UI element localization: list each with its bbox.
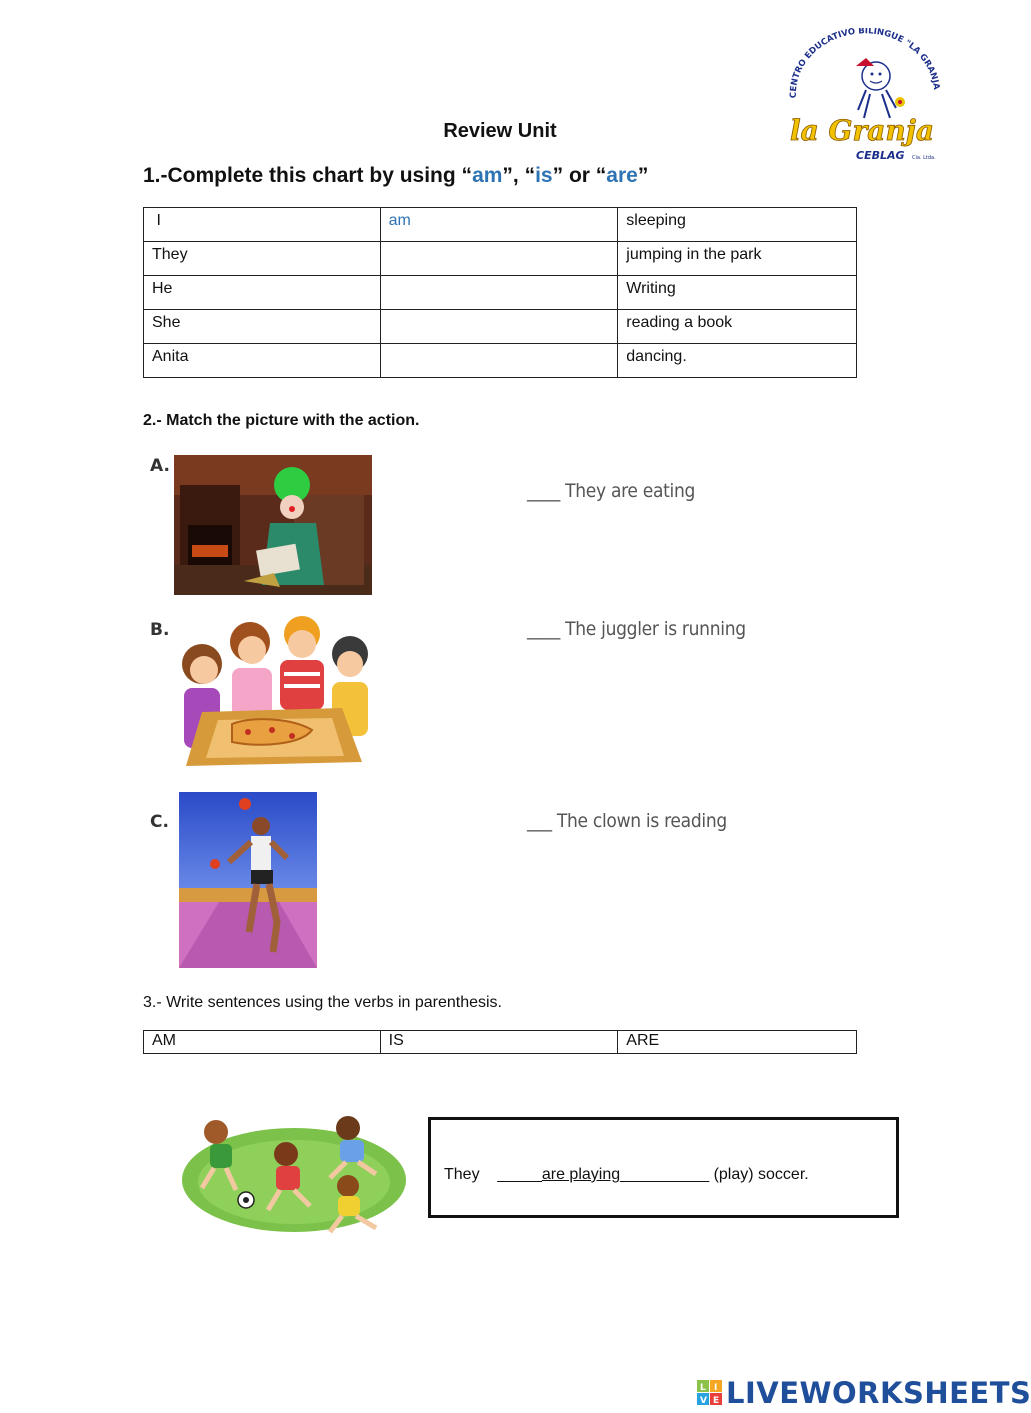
table-row (144, 1031, 857, 1054)
subject-cell: I (144, 208, 381, 242)
match-sentence-b[interactable]: ____ The juggler is running (527, 618, 746, 640)
subject-cell: He (144, 276, 381, 310)
liveworksheets-wordmark: LIVEWORKSHEETS (726, 1376, 1031, 1410)
verb-columns-table (143, 1030, 857, 1054)
svg-text:la Granja: la Granja (790, 114, 934, 147)
juggler-running-picture (179, 792, 317, 968)
svg-text:CENTRO EDUCATIVO BILINGUE "LA: CENTRO EDUCATIVO BILINGUE "LA GRANJA (788, 28, 942, 99)
subject-cell: She (144, 310, 381, 344)
action-cell: Writing (618, 276, 857, 310)
svg-text:CEBLAG: CEBLAG (856, 149, 905, 162)
table-row (144, 208, 857, 242)
verb-answer-cell[interactable] (380, 276, 618, 310)
table-row (144, 310, 857, 344)
kids-playing-soccer-picture (180, 1108, 408, 1236)
svg-text:V: V (700, 1396, 707, 1406)
item-letter-a: A. (150, 456, 170, 476)
children-eating-pizza-picture (172, 612, 378, 772)
verb-answer-cell[interactable] (380, 242, 618, 276)
liveworksheets-badge-icon (697, 1380, 723, 1406)
subject-cell: Anita (144, 344, 381, 378)
am-highlight: am (472, 164, 503, 187)
question-3-heading: 3.- Write sentences using the verbs in parenthesis. (143, 994, 502, 1011)
question-1-heading: 1.-Complete this chart by using “am”, “is” or “are” (143, 164, 649, 187)
verb-answer-cell[interactable]: am (380, 208, 618, 242)
subject-cell: They (144, 242, 381, 276)
action-cell: dancing. (618, 344, 857, 378)
svg-text:L: L (700, 1383, 706, 1393)
svg-text:Cia. Ltda.: Cia. Ltda. (912, 155, 936, 161)
example-answer[interactable]: are playing (541, 1166, 621, 1183)
table-row (144, 344, 857, 378)
school-logo (784, 28, 944, 168)
match-sentence-a[interactable]: ____ They are eating (527, 480, 696, 502)
item-letter-c: C. (150, 812, 169, 832)
svg-text:E: E (713, 1396, 720, 1406)
example-sentence-box (428, 1117, 899, 1218)
liveworksheets-logo (697, 1376, 1031, 1410)
verb-answer-cell[interactable] (380, 344, 618, 378)
column-am: AM (144, 1031, 381, 1054)
clown-reading-picture (174, 455, 372, 595)
are-highlight: are (606, 164, 638, 187)
table-row (144, 242, 857, 276)
page-title: Review Unit (443, 120, 557, 142)
example-sentence: They _____are playing__________ (play) soccer. (444, 1166, 809, 1183)
column-are: ARE (618, 1031, 857, 1054)
action-cell: jumping in the park (618, 242, 857, 276)
verb-answer-cell[interactable] (380, 310, 618, 344)
action-cell: reading a book (618, 310, 857, 344)
is-highlight: is (535, 164, 553, 187)
item-letter-b: B. (150, 620, 170, 640)
svg-text:I: I (714, 1383, 718, 1393)
action-cell: sleeping (618, 208, 857, 242)
table-row (144, 276, 857, 310)
match-sentence-c[interactable]: ___ The clown is reading (527, 810, 727, 832)
question-2-heading: 2.- Match the picture with the action. (143, 412, 420, 429)
column-is: IS (380, 1031, 618, 1054)
verb-chart-table (143, 207, 857, 378)
